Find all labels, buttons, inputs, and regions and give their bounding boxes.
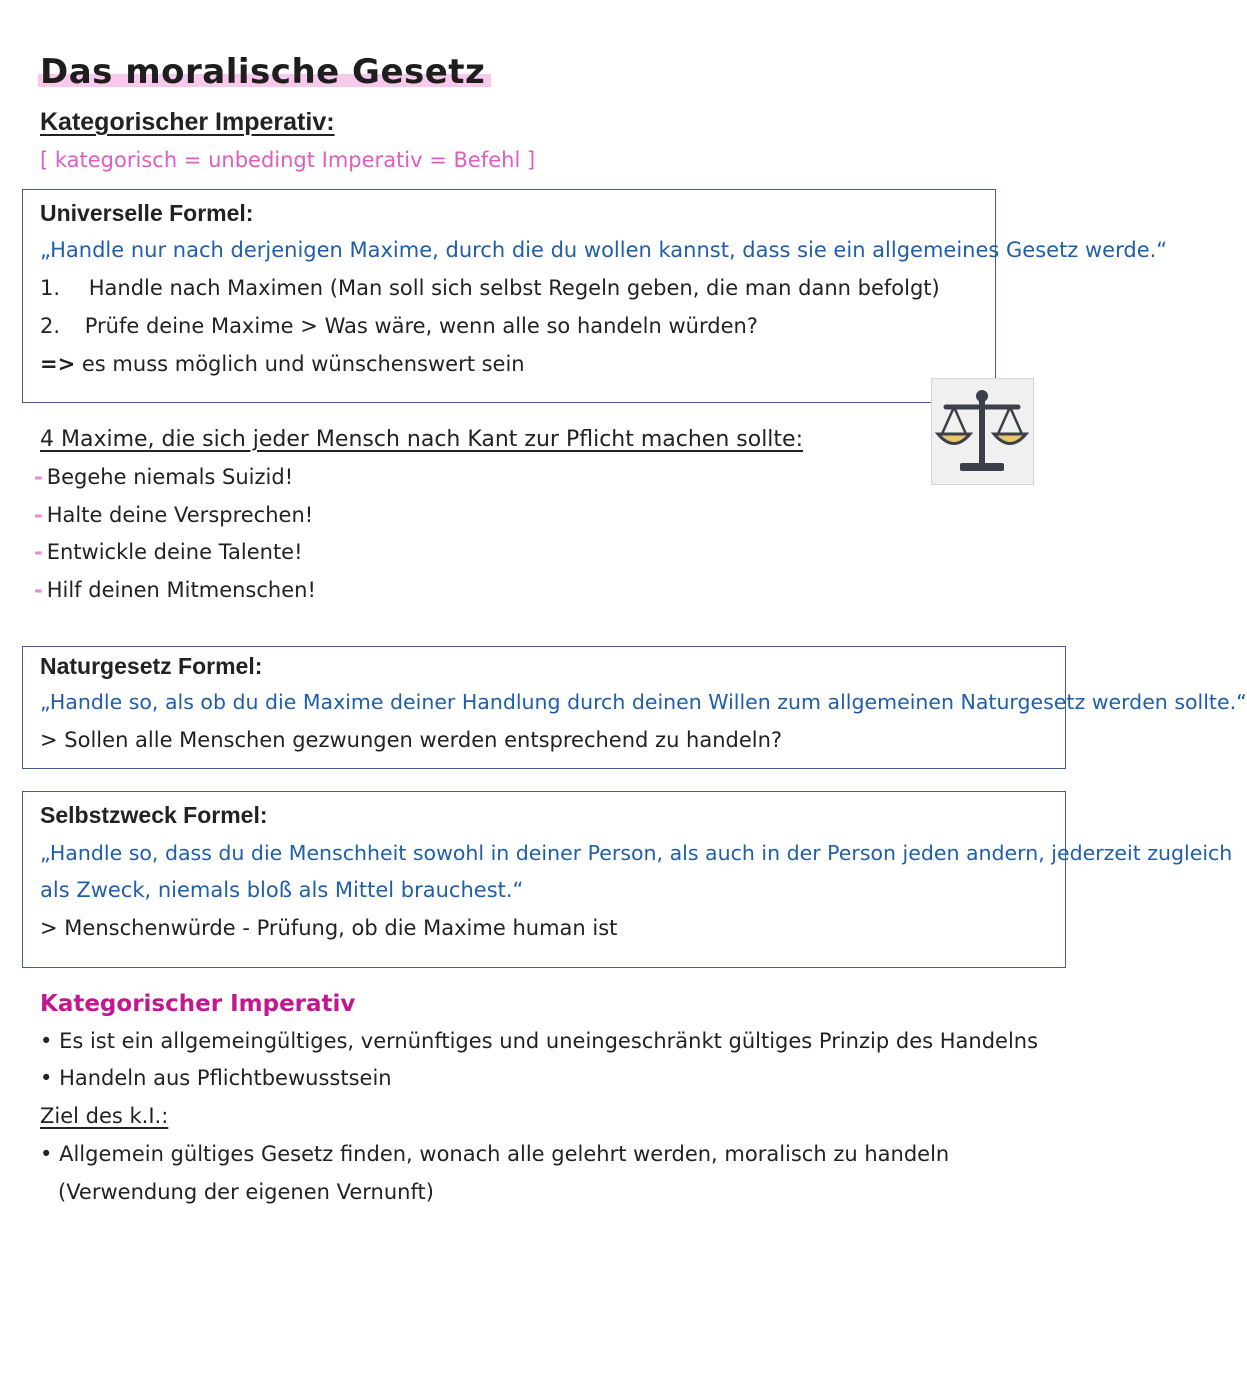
maxim-item: [34, 540, 303, 564]
double-arrow-icon: =>: [40, 352, 76, 376]
maxim-text: Hilf deinen Mitmenschen!: [46, 578, 316, 602]
dash-bullet-icon: -: [34, 540, 43, 564]
maxim-item: [34, 465, 293, 489]
arrow-right-icon: >: [40, 916, 58, 940]
universal-step-1: [40, 276, 940, 300]
maxim-item: [34, 503, 313, 527]
bullet-dot-icon: •: [40, 1066, 53, 1090]
scales-of-justice-icon: [931, 378, 1034, 485]
step-2-number: 2.: [40, 314, 61, 338]
step-1-number: 1.: [40, 276, 61, 300]
step-2-text: Prüfe deine Maxime: [84, 314, 294, 338]
selfpurpose-note-text: Menschenwürde - Prüfung, ob die Maxime human ist: [64, 916, 618, 940]
arrow-right-icon: >: [40, 728, 58, 752]
summary-point-text: Es ist ein allgemeingültiges, vernünftiges und uneingeschränkt gültiges Prinzip des Handelns: [59, 1029, 1039, 1053]
maxim-text: Halte deine Versprechen!: [46, 503, 314, 527]
summary-heading: Kategorischer Imperativ: [40, 991, 356, 1017]
definition-note: [ kategorisch = unbedingt Imperativ = Befehl ]: [40, 148, 536, 172]
arrow-right-icon: >: [300, 314, 318, 338]
goal-point: [40, 1142, 949, 1166]
goal-point-continued: (Verwendung der eigenen Vernunft): [58, 1180, 434, 1204]
universal-heading: Universelle Formel:: [40, 200, 254, 226]
natural-quote: „Handle so, als ob du die Maxime deiner Handlung durch deinen Willen zum allgemeinen Naturgesetz werden sollte.“: [40, 690, 1247, 714]
dash-bullet-icon: -: [34, 578, 43, 602]
page-title: Das moralische Gesetz: [38, 52, 491, 92]
maxims-heading: 4 Maxime, die sich jeder Mensch nach Kant zur Pflicht machen sollte:: [40, 427, 803, 452]
natural-heading: Naturgesetz Formel:: [40, 653, 263, 679]
dash-bullet-icon: -: [34, 503, 43, 527]
step-2-question: Was wäre, wenn alle so handeln würden?: [324, 314, 758, 338]
step-1-text: Handle nach Maximen (Man soll sich selbst Regeln geben, die man dann befolgt): [88, 276, 940, 300]
bullet-dot-icon: •: [40, 1142, 53, 1166]
summary-point-text: Handeln aus Pflichtbewusstsein: [59, 1066, 392, 1090]
conclusion-text: es muss möglich und wünschenswert sein: [81, 352, 525, 376]
natural-note-text: Sollen alle Menschen gezwungen werden entsprechend zu handeln?: [64, 728, 783, 752]
universal-quote: „Handle nur nach derjenigen Maxime, durch die du wollen kannst, dass sie ein allgemeines Gesetz werde.“: [40, 238, 1168, 262]
dash-bullet-icon: -: [34, 465, 43, 489]
universal-step-2: [40, 314, 758, 338]
maxim-text: Entwickle deine Talente!: [46, 540, 303, 564]
selfpurpose-quote-line-2: als Zweck, niemals bloß als Mittel brauchest.“: [40, 878, 524, 902]
maxim-item: [34, 578, 316, 602]
maxim-text: Begehe niemals Suizid!: [46, 465, 294, 489]
selfpurpose-heading: Selbstzweck Formel:: [40, 802, 268, 828]
summary-point: [40, 1029, 1038, 1053]
universal-conclusion: [40, 352, 525, 376]
summary-point: [40, 1066, 392, 1090]
selfpurpose-note: [40, 916, 617, 940]
goal-heading: Ziel des k.I.:: [40, 1104, 169, 1128]
goal-text: Allgemein gültiges Gesetz finden, wonach alle gelehrt werden, moralisch zu handeln: [59, 1142, 950, 1166]
section-heading: Kategorischer Imperativ:: [40, 108, 335, 136]
natural-note: [40, 728, 782, 752]
selfpurpose-quote-line-1: „Handle so, dass du die Menschheit sowohl in deiner Person, als auch in der Person jeden andern, jederzeit zugleich: [40, 841, 1233, 865]
bullet-dot-icon: •: [40, 1029, 53, 1053]
